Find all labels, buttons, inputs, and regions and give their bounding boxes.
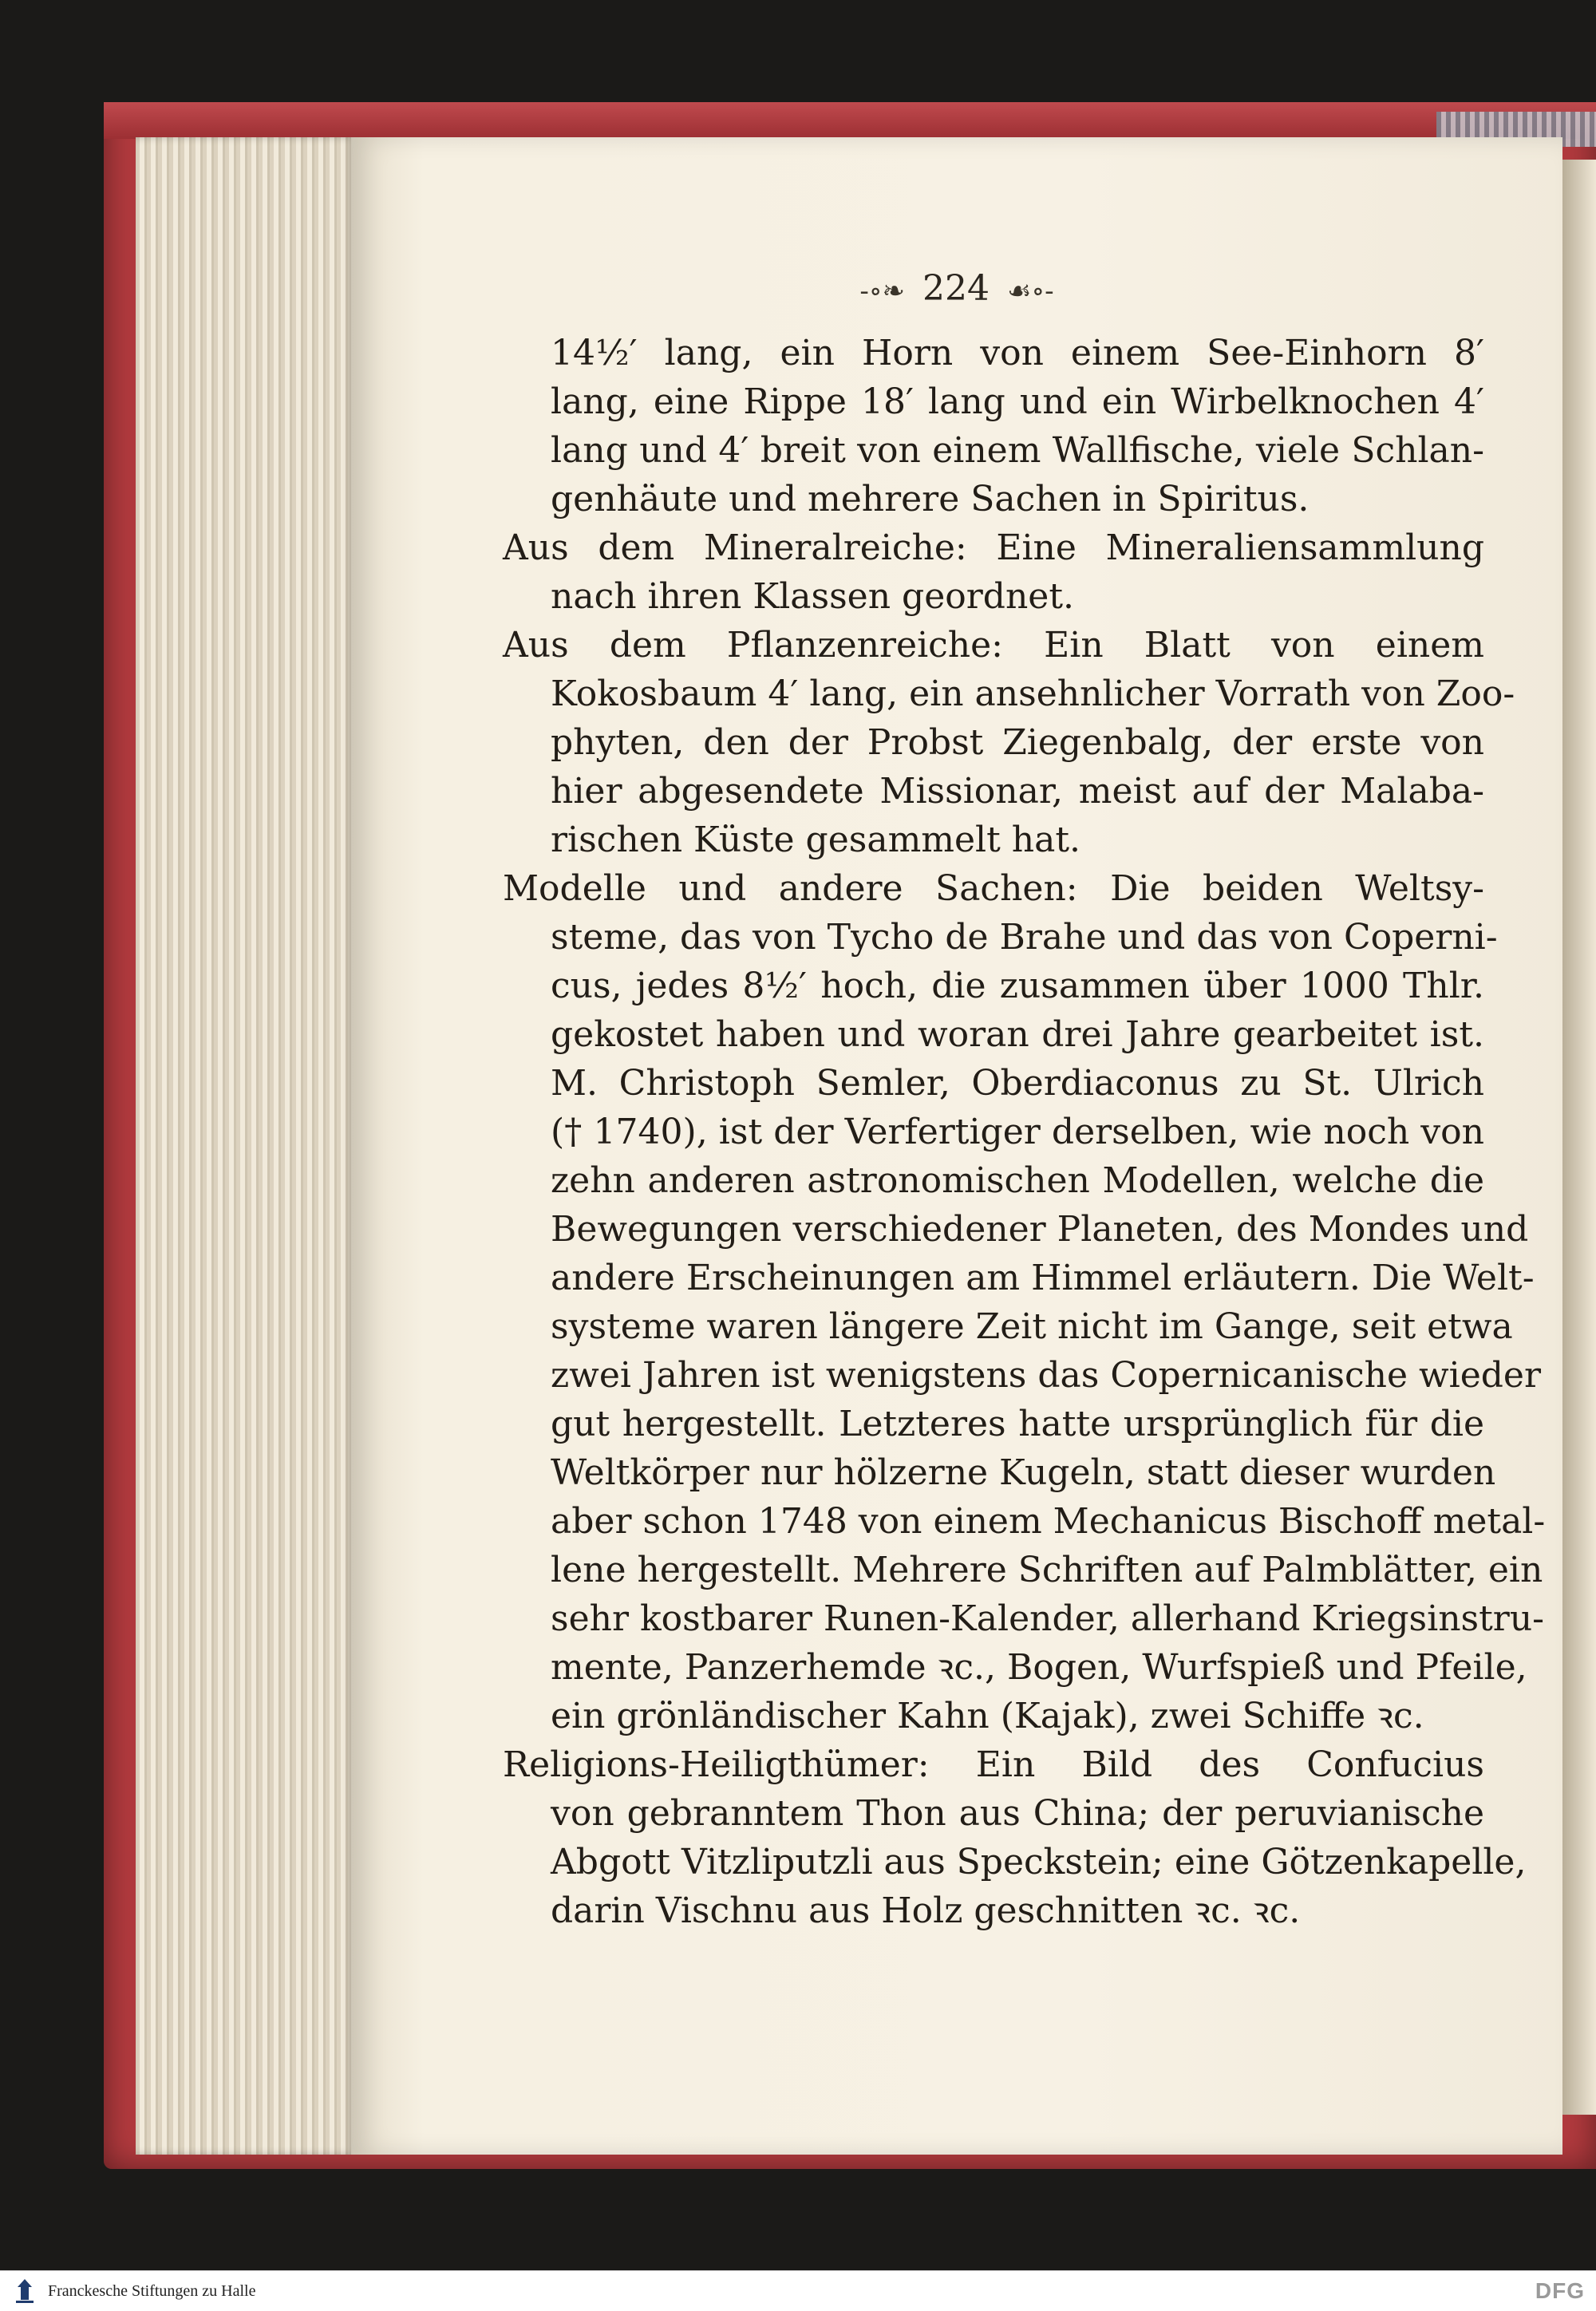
text-line: Aus dem Pflanzenreiche: Ein Blatt von einem <box>503 625 1484 666</box>
text-line: lang, eine Rippe 18′ lang und ein Wirbelknochen 4′ <box>551 381 1484 422</box>
institution-name: Franckesche Stiftungen zu Halle <box>48 2282 256 2300</box>
text-line: Religions-Heiligthümer: Ein Bild des Confucius <box>503 1744 1484 1785</box>
ornament-right-icon: ☙∘- <box>1007 275 1054 307</box>
text-line: Abgott Vitzliputzli aus Speckstein; eine Götzenkapelle, <box>551 1842 1527 1882</box>
viewer-footer <box>0 2270 1596 2311</box>
text-line: andere Erscheinungen am Himmel erläutern. Die Welt- <box>551 1258 1535 1298</box>
text-line: Weltkörper nur hölzerne Kugeln, statt dieser wurden <box>551 1452 1496 1493</box>
text-line: zehn anderen astronomischen Modellen, welche die <box>551 1160 1484 1201</box>
text-line: gekostet haben und woran drei Jahre gearbeitet ist. <box>551 1014 1484 1055</box>
page-edges <box>136 137 355 2155</box>
text-line: aber schon 1748 von einem Mechanicus Bischoff metal- <box>551 1501 1546 1542</box>
dfg-badge: DFG <box>1535 2278 1585 2303</box>
text-line: steme, das von Tycho de Brahe und das von Coperni- <box>551 917 1498 958</box>
text-line: 14½′ lang, ein Horn von einem See-Einhorn 8′ <box>551 333 1484 373</box>
text-line: ein grönländischer Kahn (Kajak), zwei Schiffe ꝛc. <box>551 1696 1424 1736</box>
text-line: lene hergestellt. Mehrere Schriften auf Palmblätter, ein <box>551 1550 1543 1590</box>
page-number: 224 <box>922 268 990 309</box>
text-line: genhäute und mehrere Sachen in Spiritus. <box>551 479 1310 519</box>
text-line: Kokosbaum 4′ lang, ein ansehnlicher Vorrath von Zoo- <box>551 674 1515 714</box>
text-line: darin Vischnu aus Holz geschnitten ꝛc. ꝛc. <box>551 1890 1301 1931</box>
text-line: hier abgesendete Missionar, meist auf der Malaba- <box>551 771 1484 812</box>
text-line: lang und 4′ breit von einem Wallfische, viele Schlan- <box>551 430 1484 471</box>
text-line: Bewegungen verschiedener Planeten, des Mondes und <box>551 1209 1529 1250</box>
text-line: rischen Küste gesammelt hat. <box>551 820 1081 860</box>
book-page <box>351 137 1562 2155</box>
ornament-left-icon: -∘❧ <box>859 275 906 307</box>
page-header <box>351 257 1562 321</box>
text-line: gut hergestellt. Letzteres hatte ursprünglich für die <box>551 1404 1484 1444</box>
text-line: cus, jedes 8½′ hoch, die zusammen über 1000 Thlr. <box>551 966 1484 1006</box>
text-line: sehr kostbarer Runen-Kalender, allerhand Kriegsinstru- <box>551 1598 1545 1639</box>
text-line: mente, Panzerhemde ꝛc., Bogen, Wurfspieß und Pfeile, <box>551 1647 1527 1688</box>
text-line: von gebranntem Thon aus China; der peruvianische <box>551 1793 1484 1834</box>
text-line: Aus dem Mineralreiche: Eine Mineraliensammlung <box>503 527 1484 568</box>
text-line: nach ihren Klassen geordnet. <box>551 576 1074 617</box>
institution-logo-icon <box>10 2276 40 2306</box>
next-page-edge <box>1562 160 1596 2115</box>
text-line: († 1740), ist der Verfertiger derselben, wie noch von <box>551 1112 1484 1152</box>
text-line: zwei Jahren ist wenigstens das Copernicanische wieder <box>551 1355 1542 1396</box>
book-cover-top <box>104 102 1596 139</box>
page-text <box>503 329 1546 1935</box>
text-line: systeme waren längere Zeit nicht im Gange, seit etwa <box>551 1306 1513 1347</box>
text-line: phyten, den der Probst Ziegenbalg, der erste von <box>551 722 1484 763</box>
text-line: M. Christoph Semler, Oberdiaconus zu St. Ulrich <box>551 1063 1484 1104</box>
text-line: Modelle und andere Sachen: Die beiden Weltsy- <box>503 868 1484 909</box>
